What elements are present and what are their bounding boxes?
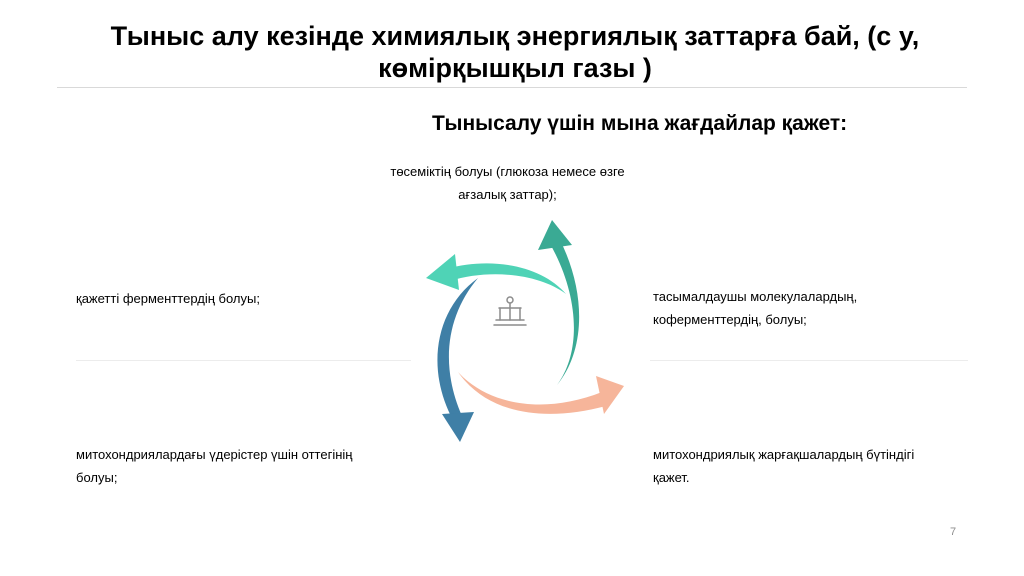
slide-subtitle: Тынысалу үшін мына жағдайлар қажет: — [432, 112, 848, 135]
condition-membranes: митохондриялық жарғақшалардың бүтіндігі қажет. — [653, 447, 915, 485]
title-divider — [57, 87, 967, 88]
blue-arrow — [437, 278, 478, 420]
condition-substrate: төсеміктің болуы (глюкоза немесе өзге ағзалық заттар); — [390, 164, 625, 202]
teal-arrow-head — [538, 220, 572, 250]
condition-carriers: тасымалдаушы молекулалардың, коферменттердің, болуы; — [653, 289, 858, 327]
mint-arrow-head — [426, 254, 459, 290]
mint-arrow — [446, 263, 566, 294]
condition-enzymes: қажетті ферменттердің болуы; — [76, 291, 260, 306]
peach-arrow-head — [596, 376, 624, 414]
cycle-diagram — [380, 200, 650, 450]
right-divider — [650, 360, 968, 361]
left-divider — [76, 360, 411, 361]
condition-oxygen: митохондриялардағы үдерістер үшін оттегінің болуы; — [76, 447, 353, 485]
peach-arrow — [458, 372, 606, 414]
page-number: 7 — [950, 526, 957, 538]
slide-title: Тыныс алу кезінде химиялық энергиялық заттарға бай, (с у, көмірқышқыл газы ) — [110, 21, 920, 83]
balance-scale-icon — [494, 297, 526, 325]
blue-arrow-head — [442, 412, 474, 442]
teal-arrow — [549, 240, 579, 385]
